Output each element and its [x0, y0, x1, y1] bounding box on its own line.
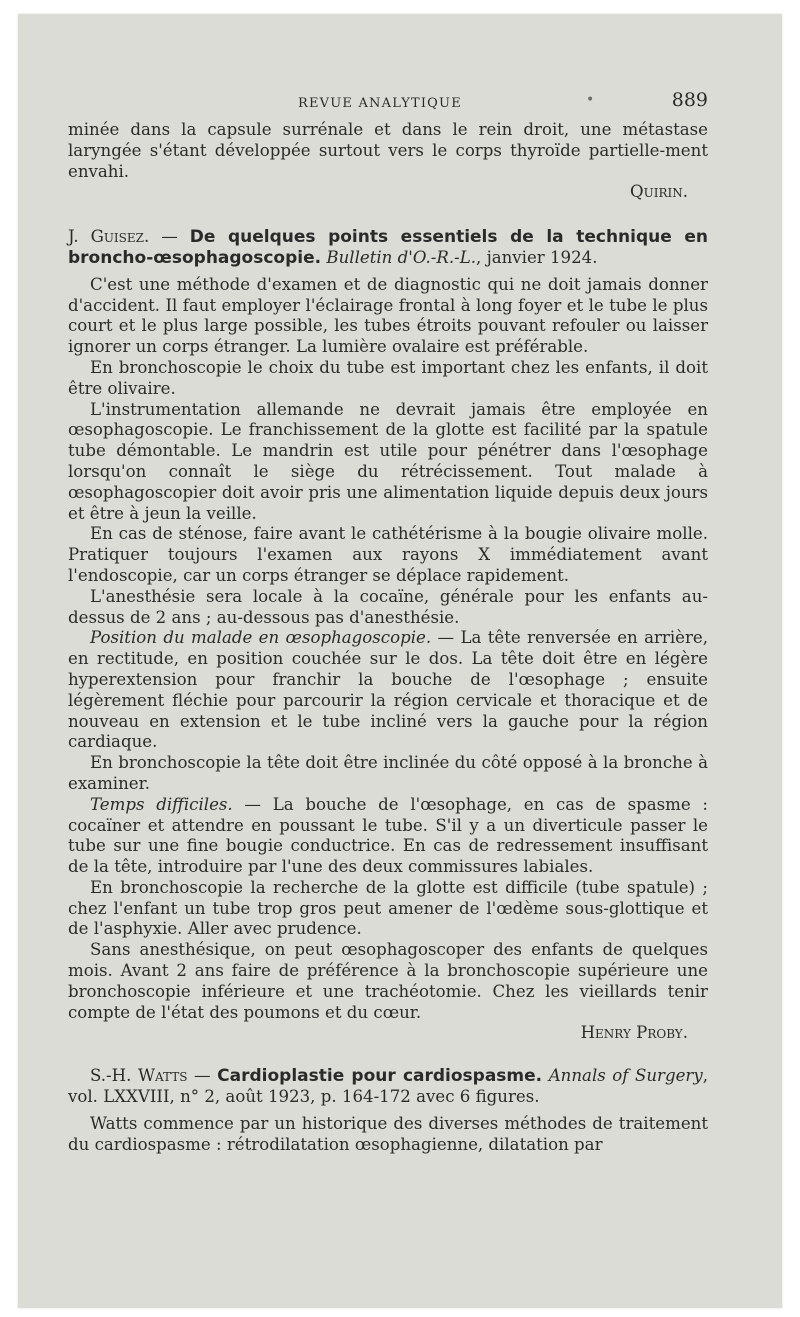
spacer [68, 203, 708, 227]
intro-paragraph: minée dans la capsule surrénale et dans le rein droit, une métastase laryngée s'étant développée surtout vers le corps thyroïde partielle-ment envahi. [68, 120, 708, 181]
spacer [68, 1044, 708, 1066]
article-1-paragraph: C'est une méthode d'examen et de diagnostic qui ne doit jamais donner d'accident. Il faut employer l'éclairage frontal à long foyer et le tube le plus court et le plus large possible, les tubes étroits pouvant refouler ou laisser ignorer un corps étranger. La lumière ovalaire est préférable. [68, 274, 708, 357]
article-1-journal: Bulletin d'O.-R.-L. [326, 247, 477, 267]
article-1-date: , janvier 1924. [476, 247, 598, 267]
running-head: REVUE ANALYTIQUE [298, 96, 462, 111]
ink-speck: • [586, 92, 595, 108]
article-1-author: J. Guisez. [68, 227, 150, 247]
article-2-journal: Annals of Surgery [548, 1066, 703, 1086]
article-1-paragraph: En bronchoscopie la tête doit être inclinée du côté opposé à la bronche à examiner. [68, 753, 708, 793]
article-1-title: De quelques points essentiels de la technique en broncho-œsophagoscopie. [68, 227, 708, 268]
position-heading: Position du malade en œsophagoscopie. [90, 628, 432, 648]
article-1-paragraph: En bronchoscopie le choix du tube est important chez les enfants, il doit être olivaire. [68, 357, 708, 398]
article-2-paragraph: Watts commence par un historique des diverses méthodes de traitement du cardiospasme : rétrodilatation œsophagienne, dilatation par [68, 1113, 708, 1154]
article-1-paragraph: En cas de sténose, faire avant le cathétérisme à la bougie olivaire molle. Pratiquer toujours l'examen aux rayons X immédiatement avant l'endoscopie, car un corps étranger se déplace rapidement. [68, 524, 708, 585]
article-2-heading [68, 1066, 708, 1108]
journal-page [18, 14, 782, 1308]
article-1-dash: — [149, 227, 190, 247]
text-column [68, 90, 708, 1155]
article-1-paragraph: Sans anesthésique, on peut œsophagoscoper des enfants de quelques mois. Avant 2 ans faire de préférence à la bronchoscopie supérieure une bronchoscopie inférieure et une trachéotomie. Chez les vieillards tenir compte de l'état des poumons et du cœur. [68, 940, 708, 1022]
article-1-paragraph: L'anesthésie sera locale à la cocaïne, générale pour les enfants au-dessus de 2 ans ; au-dessous pas d'anesthésie. [68, 586, 708, 627]
page-header [68, 90, 708, 120]
article-1-heading [68, 227, 708, 269]
article-1-position-paragraph: Position du malade en œsophagoscopie. — La tête renversée en arrière, en rectitude, en position couchée sur le dos. La tête doit être en légère hyperextension pour franchir la bouche de l'œsophage ; ensuite légèrement fléchie pour parcourir la région cervicale et thoracique et de nouveau en extension et le tube incliné vers la gauche pour la région cardiaque. [68, 628, 708, 752]
temps-heading: Temps difficiles. [90, 794, 233, 814]
article-2-details: , vol. LXXVIII, n° 2, août 1923, p. 164-172 avec 6 figures. [68, 1066, 708, 1107]
article-1-paragraph: En bronchoscopie la recherche de la glotte est difficile (tube spatule) ; chez l'enfant un tube trop gros peut amener de l'œdème sous-glottique et de l'asphyxie. Aller avec prudence. [68, 877, 708, 939]
article-1-paragraph: L'instrumentation allemande ne devrait jamais être employée en œsophagoscopie. Le franchissement de la glotte est facilité par la spatule tube démontable. Le mandrin est utile pour pénétrer dans l'œsophage lorsqu'on connaît le siège du rétrécissement. Tout malade à œsophagoscopier doit avoir pris une alimentation liquide depuis deux jours et être à jeun la veille. [68, 399, 708, 523]
article-2-title: Cardioplastie pour cardiospasme. [217, 1066, 543, 1087]
intro-signature: Quirin. [629, 182, 688, 202]
article-2-dash: — [187, 1066, 218, 1086]
article-1-temps-paragraph: Temps difficiles. — La bouche de l'œsophage, en cas de spasme : cocaïner et attendre en poussant le tube. S'il y a un diverticule passer le tube sur une fine bougie conductrice. En cas de redressement insuffisant de la tête, introduire par l'une des deux commissures labiales. [68, 794, 708, 877]
article-1-signature: Henry Proby. [580, 1023, 688, 1043]
page-number: 889 [671, 89, 708, 111]
article-2-author: S.-H. Watts [90, 1066, 188, 1086]
